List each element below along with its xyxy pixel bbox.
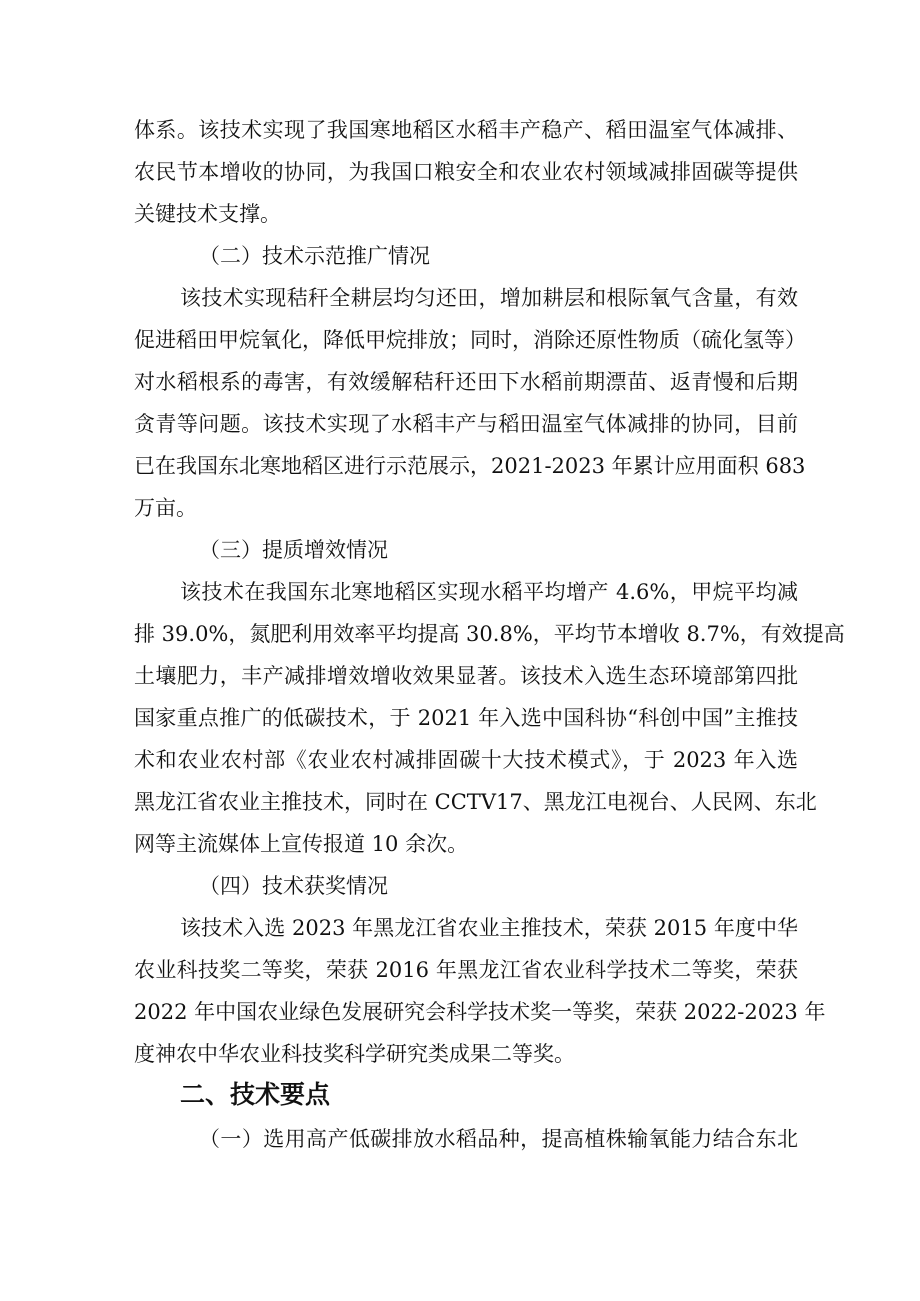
paragraph-line: 度神农中华农业科技奖科学研究类成果二等奖。: [134, 1042, 575, 1066]
paragraph-line: 网等主流媒体上宣传报道 10 余次。: [134, 832, 469, 856]
paragraph-line: 该技术入选 2023 年黑龙江省农业主推技术，荣获 2015 年度中华: [180, 916, 798, 940]
paragraph-line: 农业科技奖二等奖，荣获 2016 年黑龙江省农业科学技术二等奖，荣获: [134, 958, 798, 982]
paragraph-line: 对水稻根系的毒害，有效缓解秸秆还田下水稻前期漂苗、返青慢和后期: [134, 370, 798, 394]
subsection-title: （二）技术示范推广情况: [199, 244, 430, 268]
paragraph-line: 术和农业农村部《农业农村减排固碳十大技术模式》，于 2023 年入选: [134, 748, 798, 772]
paragraph-line: 促进稻田甲烷氧化，降低甲烷排放；同时，消除还原性物质（硫化氢等）: [134, 328, 806, 352]
paragraph-line: 关键技术支撑。: [134, 202, 281, 226]
paragraph-line: 该技术在我国东北寒地稻区实现水稻平均增产 4.6%，甲烷平均减: [180, 580, 798, 604]
paragraph-line: 黑龙江省农业主推技术，同时在 CCTV17、黑龙江电视台、人民网、东北: [134, 790, 817, 814]
paragraph-line: 国家重点推广的低碳技术，于 2021 年入选中国科协“科创中国”主推技: [134, 706, 798, 730]
paragraph-line: 体系。该技术实现了我国寒地稻区水稻丰产稳产、稻田温室气体减排、: [134, 118, 798, 142]
paragraph-line: 贪青等问题。该技术实现了水稻丰产与稻田温室气体减排的协同，目前: [134, 412, 798, 436]
paragraph-line: 排 39.0%，氮肥利用效率平均提高 30.8%，平均节本增收 8.7%，有效提高: [134, 622, 845, 646]
subsection-title: （四）技术获奖情况: [199, 874, 388, 898]
paragraph-line: 该技术实现秸秆全耕层均匀还田，增加耕层和根际氧气含量，有效: [180, 286, 798, 310]
subsection-title: （一）选用高产低碳排放水稻品种，提高植株输氧能力结合东北: [199, 1127, 798, 1151]
paragraph-line: 土壤肥力，丰产减排增效增收效果显著。该技术入选生态环境部第四批: [134, 664, 798, 688]
paragraph-line: 农民节本增收的协同，为我国口粮安全和农业农村领域减排固碳等提供: [134, 160, 798, 184]
section-heading: 二、技术要点: [180, 1080, 331, 1109]
paragraph-line: 2022 年中国农业绿色发展研究会科学技术奖一等奖，荣获 2022-2023 年: [134, 1000, 826, 1024]
paragraph-line: 已在我国东北寒地稻区进行示范展示，2021-2023 年累计应用面积 683: [134, 454, 806, 478]
paragraph-line: 万亩。: [134, 496, 197, 520]
subsection-title: （三）提质增效情况: [199, 538, 388, 562]
